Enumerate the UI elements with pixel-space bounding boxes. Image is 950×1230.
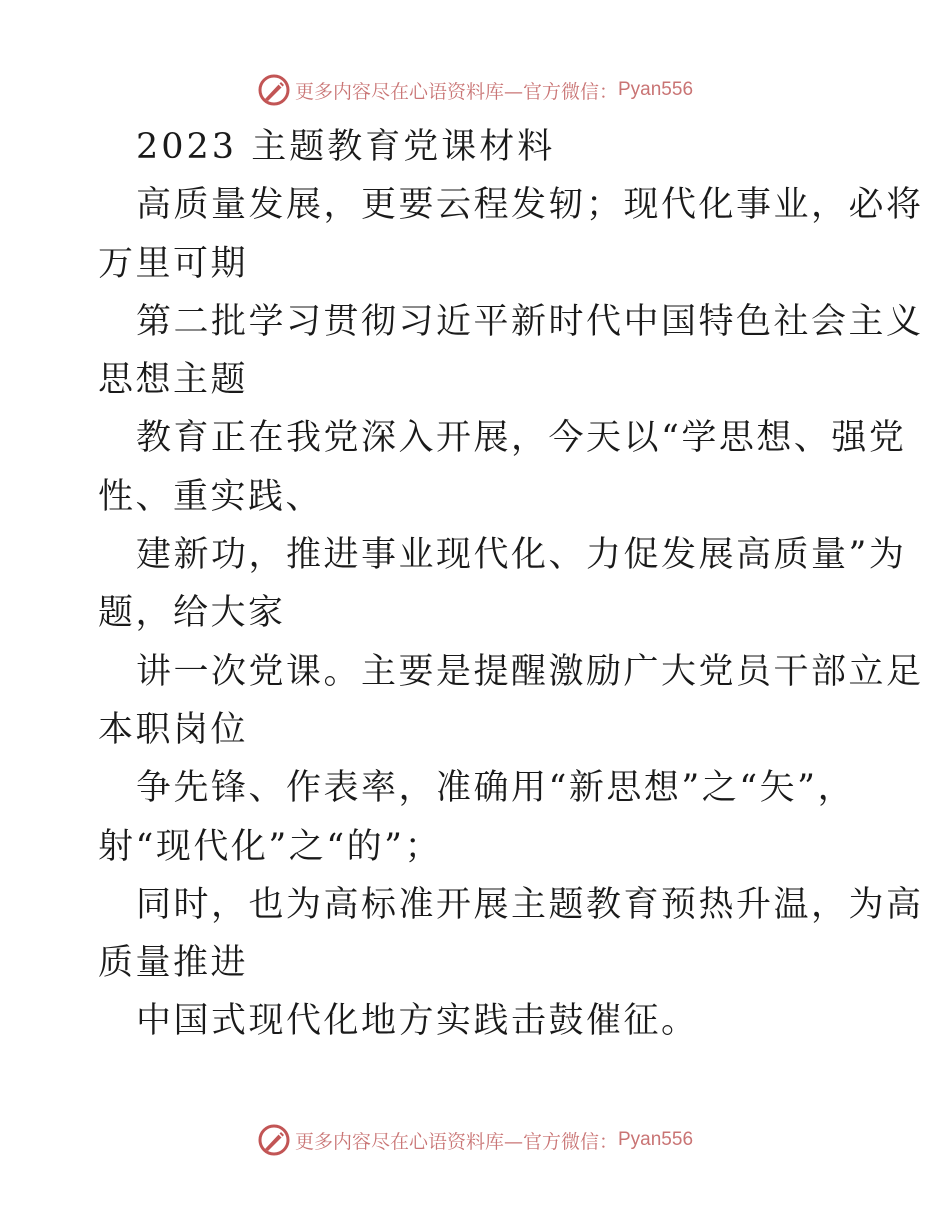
paragraph-line: 本职岗位	[98, 709, 249, 750]
paragraph-line: 第二批学习贯彻习近平新时代中国特色社会主义	[136, 301, 924, 342]
quill-pen-logo-icon	[257, 73, 291, 107]
paragraph-line: 高质量发展，更要云程发轫；现代化事业，必将	[136, 185, 924, 226]
paragraph-line: 争先锋、作表率，准确用“新思想”之“矢”，	[136, 768, 856, 809]
footer-watermark	[0, 1120, 950, 1160]
document-title: 2023 主题教育党课材料	[136, 127, 556, 167]
paragraph-line: 射“现代化”之“的”；	[98, 826, 443, 867]
paragraph-line: 题，给大家	[98, 593, 286, 634]
quill-pen-logo-icon	[257, 1123, 291, 1157]
paragraph-line: 万里可期	[98, 243, 249, 284]
watermark-text: 更多内容尽在心语资料库—官方微信：	[294, 80, 618, 103]
paragraph-line: 建新功，推进事业现代化、力促发展高质量”为	[136, 535, 907, 576]
paragraph-line: 中国式现代化地方实践击鼓催征。	[136, 1001, 699, 1042]
watermark-wechat-id: Pyan556	[618, 79, 694, 100]
document-body	[98, 118, 924, 1051]
paragraph-line: 质量推进	[98, 943, 249, 984]
header-watermark	[0, 70, 950, 110]
paragraph-line: 教育正在我党深入开展，今天以“学思想、强党	[136, 418, 907, 459]
paragraph-line: 同时，也为高标准开展主题教育预热升温，为高	[136, 884, 924, 925]
paragraph-line: 思想主题	[98, 360, 249, 401]
paragraph-line: 性、重实践、	[98, 476, 324, 517]
watermark-text: 更多内容尽在心语资料库—官方微信：	[294, 1130, 618, 1153]
paragraph-line: 讲一次党课。主要是提醒激励广大党员干部立足	[136, 651, 924, 692]
watermark-wechat-id: Pyan556	[618, 1129, 694, 1150]
